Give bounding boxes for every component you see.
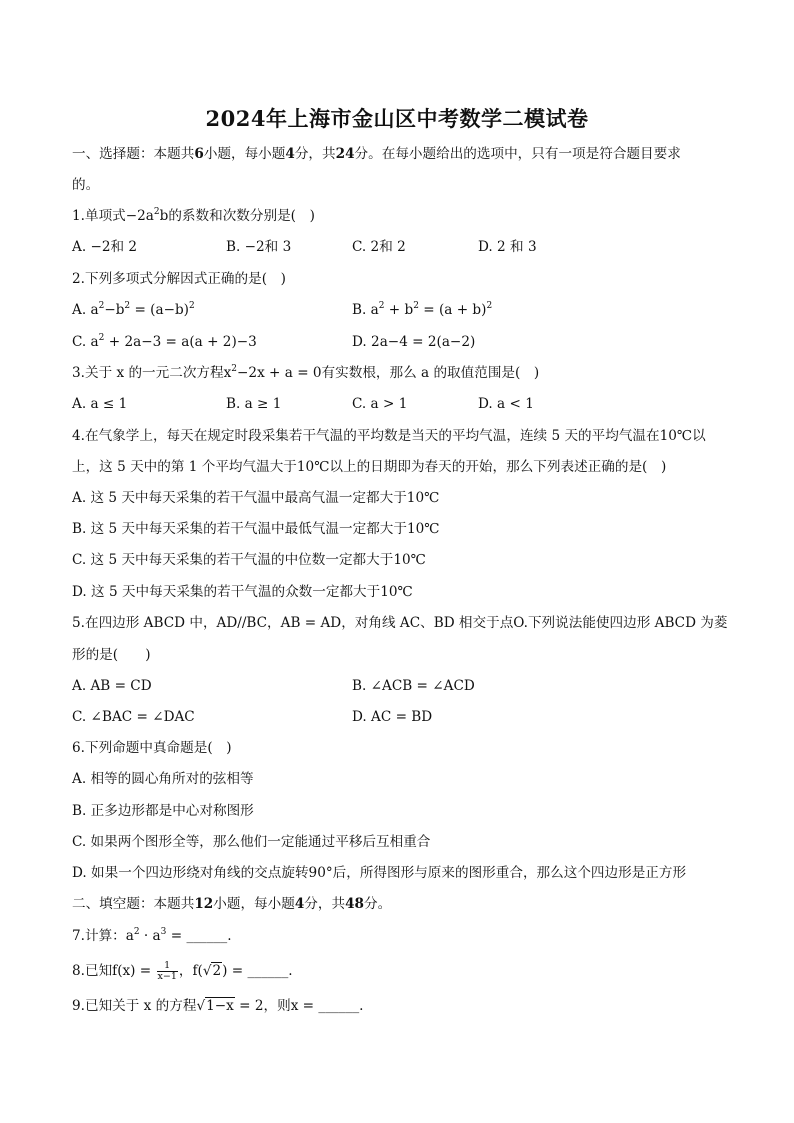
q3-option-d: D. a < 1: [478, 396, 534, 412]
q6-option-b: B. 正多边形都是中心对称图形: [72, 803, 254, 819]
q5-option-a: A. AB = CD: [72, 678, 152, 694]
q4-option-a: A. 这 5 天中每天采集的若干气温中最高气温一定都大于10℃: [72, 490, 440, 506]
q2-option-a: A. $a^2-b^2 = (a-b)^2$: [72, 301, 195, 318]
question-4-stem: 4.在气象学上，每天在规定时段采集若干气温的平均数是当天的平均气温，连续 5 天的平均气温在10℃以: [72, 428, 706, 444]
q3-option-c: C. a > 1: [352, 396, 408, 412]
q3-option-b: B. a ≥ 1: [226, 396, 282, 412]
q4-option-d: D. 这 5 天中每天采集的若干气温的众数一定都大于10℃: [72, 584, 413, 600]
question-1-stem: 1.单项式$-2a^2b$的系数和次数分别是( ): [72, 207, 315, 224]
q1-option-d: D. 2 和 3: [478, 239, 537, 255]
q4-option-b: B. 这 5 天中每天采集的若干气温中最低气温一定都大于10℃: [72, 521, 440, 537]
sqrt-symbol: √: [202, 963, 212, 979]
q6-option-d: D. 如果一个四边形绕对角线的交点旋转90°后，所得图形与原来的图形重合，那么这个四边形是正方形: [72, 865, 687, 881]
q6-option-c: C. 如果两个图形全等，那么他们一定能通过平移后互相重合: [72, 834, 431, 850]
q4-option-c: C. 这 5 天中每天采集的若干气温的中位数一定都大于10℃: [72, 552, 426, 568]
q1-option-c: C. 2和 2: [352, 239, 406, 255]
question-5-stem-cont: 形的是( ): [72, 647, 151, 663]
sqrt-symbol: √: [196, 998, 206, 1014]
question-4-stem-cont: 上，这 5 天中的第 1 个平均气温大于10℃以上的日期即为春天的开始，那么下列表述正确的是( ): [72, 459, 667, 475]
q3-option-a: A. a ≤ 1: [72, 396, 128, 412]
question-2-stem: 2.下列多项式分解因式正确的是( ): [72, 271, 286, 287]
q2-option-b: B. $a^2 + b^2 = (a + b)^2$: [352, 301, 493, 318]
question-8: 8.已知f(x) = $\frac{1}{x-1}$ ，f(√2) = ______.: [72, 960, 293, 982]
q1-option-b: B. −2和 3: [226, 239, 292, 255]
question-7: 7.计算：$a^2 \cdot a^3$ = ______.: [72, 927, 232, 944]
q5-option-d: D. AC = BD: [352, 709, 433, 725]
section2-header: 二、填空题：本题共12小题，每小题4分，共48分。: [72, 896, 392, 912]
q2-option-d: D. 2a−4 = 2(a−2): [352, 334, 476, 350]
section1-header-cont: 的。: [72, 177, 100, 193]
section1-header: 一、选择题：本题共6小题，每小题4分，共24分。在每小题给出的选项中，只有一项是符合题目要求: [72, 146, 681, 162]
question-9: 9.已知关于 x 的方程√1−x = 2，则x = ______.: [72, 998, 364, 1014]
question-5-stem: 5.在四边形 ABCD 中，AD//BC，AB = AD，对角线 AC、BD 相交于点O.下列说法能使四边形 ABCD 为菱: [72, 615, 728, 631]
q2-option-c: C. $a^2 + 2a-3 = a(a + 2)-3$: [72, 333, 257, 350]
q5-option-b: B. ∠ACB = ∠ACD: [352, 678, 475, 694]
q5-option-c: C. ∠BAC = ∠DAC: [72, 709, 195, 725]
q6-option-a: A. 相等的圆心角所对的弦相等: [72, 771, 254, 787]
page-title: 2024年上海市金山区中考数学二模试卷: [205, 106, 589, 131]
q1-option-a: A. −2和 2: [72, 239, 138, 255]
fraction: $\frac{1}{x-1}$: [157, 960, 177, 982]
question-6-stem: 6.下列命题中真命题是( ): [72, 740, 232, 756]
question-3-stem: 3.关于 x 的一元二次方程$x^2-2x + a = 0$有实数根，那么 a 的取值范围是( ): [72, 364, 540, 381]
